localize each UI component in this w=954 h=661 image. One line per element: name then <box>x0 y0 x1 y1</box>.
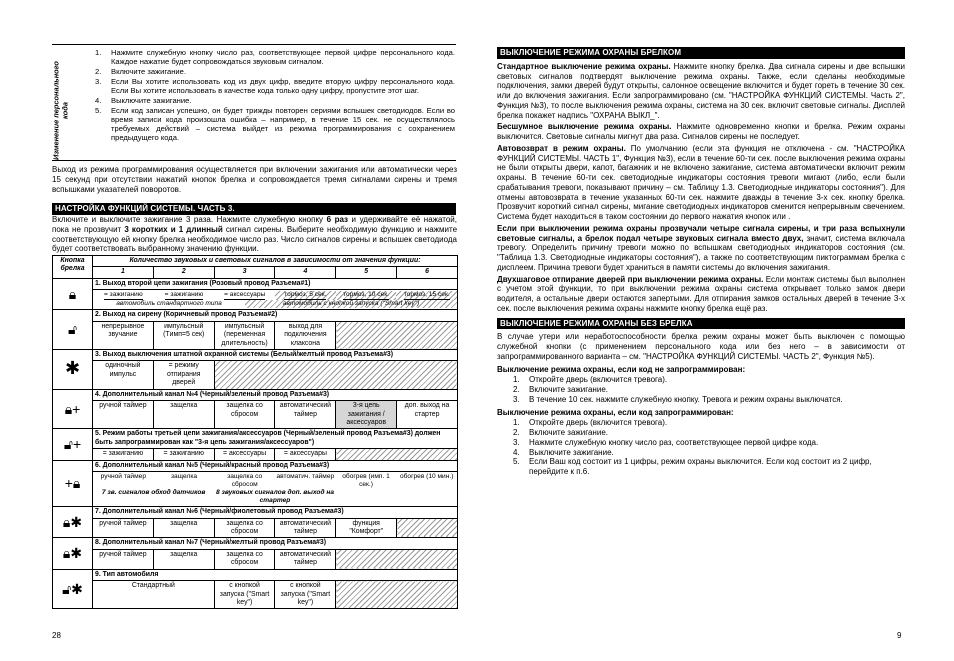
para-alarm-memory: Если при выключении режима охраны прозвучали четыре сигнала сирены, и три раза вспыхнули световые сигналы, а брелок подал четыре звуковых сигнала вместо двух, значит, система включала тревогу. Определить причину тревоги можно по вспышкам светодиодных индикаторов состояния (см. "Таблица 1.3. Светодиодные индикаторы состояния"), а также по соответствующим пиктограммам брелка с дисплеем. Причина тревоги будет храниться в памяти системы до включения зажигания. <box>497 223 905 272</box>
table-row: +🔒︎ 6. Дополнительный канал №5 (Черный/красный провод Разъема#3) <box>53 460 458 471</box>
table-row: = зажиганию = зажиганию = аксессуары тормоз, 5 сек. тормоз, 10 сек. тормоз, 15 сек. автомобиль стандартного типа автомобиль с кнопкой запуска ("Smart key") <box>53 290 458 310</box>
lock-asterisk-icon: 🔒︎✱ <box>53 538 93 569</box>
list-item: 1. Нажмите служебную кнопку число раз, соответствующее первой цифре персонального кода. Каждое нажатие будет сопровождаться звуковым сигналом. <box>95 48 455 67</box>
table-row: = зажиганию = зажиганию = аксессуары = аксессуары <box>53 449 458 460</box>
para-standard-disarm: Стандартное выключение режима охраны. Нажмите кнопку брелка. Два сигнала сирены и две вспышки световых сигналов подтвердят выключение режима охраны. Также, если сделаны необходимые подключения, замки дверей будут открыты, салонное освещение включится и будет гореть в течение 30 сек. или до включения зажигания. Если запрограммировано (см. "НАСТРОЙКА ФУНКЦИЙ СИСТЕМЫ. Часть 2", Функция №3), то после выключения режима охраны, система на 30 сек. включит световые сигналы. Дисплей брелка покажет надпись "ОХРАНА ВЫКЛ_". <box>497 61 906 120</box>
table-row: 🔓︎ 2. Выход на сирену (Коричневый провод Разъема#2) <box>53 310 458 321</box>
para-no-fob: В случае утери или неработоспособности брелка режим охраны может быть выключен с помощью служебной кнопки (с применением персонального кода или без него – в зависимости от запрограммированного варианта – см. "НАСТРОЙКА ФУНКЦИЙ СИСТЕМЫ. ЧАСТЬ 2", Функция №5). <box>497 332 905 361</box>
list-item: 3. В течение 10 сек. нажмите служебную кнопку. Тревога и режим охраны выключатся. <box>513 394 843 404</box>
list-item: 5. Если код записан успешно, он будет трижды повторен сериями вспышек светодиодов. Если во время записи кода произошла ошибка – например, в течение 15 сек. не осуществлялось требуемых действий – система выйдет из режима программирования с сохранением предыдущего кода. <box>95 105 455 143</box>
col-num: 4 <box>275 267 336 278</box>
list-item: 2. Включите зажигание. <box>513 428 608 437</box>
table-row: 🔒︎+ 4. Дополнительный канал №4 (Черный/зеленый провод Разъема#3) <box>53 389 458 400</box>
table-row: ручной таймер защелка защелка со сбросом автоматический таймер функция "Комфорт" <box>53 518 458 538</box>
code-change-steps <box>95 48 455 143</box>
list-item: 4. Выключите зажигание. <box>95 95 192 105</box>
list-item: 2. Включите зажигание. <box>95 67 186 76</box>
col-num: 1 <box>93 267 154 278</box>
list-item: 4. Выключите зажигание. <box>513 447 614 457</box>
list-item: 2. Включите зажигание. <box>513 385 608 394</box>
asterisk-icon: ✱ <box>53 350 93 390</box>
table-row: 🔒︎ 1. Выход второй цепи зажигания (Розовый провод Разъема#1) <box>53 278 458 289</box>
page-number-right: 9 <box>897 631 902 640</box>
table-row: Стандартный с кнопкой запуска ("Smart key") с кнопкой запуска ("Smart key") <box>53 581 458 609</box>
page-number-left: 28 <box>52 631 61 640</box>
exit-paragraph: Выход из режима программирования осуществляется при включении зажигания или автоматически через 15 секунд при отсутствии нажатий кнопок брелка и сопровождается тремя сигналами сирены и тремя вспышками указателей поворотов. <box>52 165 457 194</box>
para-auto-rearm: Автовозврат в режим охраны. По умолчанию (если эта функция не отключена - см. "НАСТРОЙКА ФУНКЦИЙ СИСТЕМЫ. ЧАСТЬ 1", Функция №3), если в течение 60-ти сек. после выключения режима охраны не были открыты двери, капот, багажник и не включено зажигание, система автоматически включит режим охраны. В течение 60-ти сек. светодиодные индикаторы состояния тревоги мигают (либо, если были срабатывания тревоги, показывают причину – см. Таблицу 1.3. Светодиодные индикаторы состояния"). Для отмены автовозврата в течение указанных 60-ти сек. нажмите дважды в течение 3-х сек. кнопку брелка. Прозвучит короткий сигнал сирены, мигание светодиодных индикаторов сменится непрерывным свечением. Система будет находиться в таком состоянии до первого нажатия кнопок или . <box>497 143 906 221</box>
divider <box>52 44 456 45</box>
list-with-code <box>513 418 905 477</box>
list-item: 3. Нажмите служебную кнопку число раз, соответствующее первой цифре кода. <box>513 437 819 447</box>
table-row: 🔒︎✱ 7. Дополнительный канал №6 (Черный/фиолетовый провод Разъема#3) <box>53 507 458 518</box>
settings-heading: НАСТРОЙКА ФУНКЦИЙ СИСТЕМЫ. ЧАСТЬ 3. <box>52 203 456 215</box>
subheading-with-code: Выключение режима охраны, если код запрограммирован: <box>497 407 734 417</box>
table-row: ✱ 3. Выход выключения штатной охранной системы (Белый/желтый провод Разъема#3) <box>53 350 458 361</box>
unlock-asterisk-icon: 🔓︎✱ <box>53 569 93 609</box>
heading-disarm-no-fob: ВЫКЛЮЧЕНИЕ РЕЖИМА ОХРАНЫ БЕЗ БРЕЛКА <box>497 318 905 330</box>
lock-closed-icon: 🔒︎ <box>53 278 93 309</box>
list-item: 1. Откройте дверь (включится тревога). <box>513 375 668 385</box>
col-button-header: Кнопка брелка <box>53 256 93 279</box>
col-num: 3 <box>214 267 275 278</box>
lock-trunk-icon: 🔒︎+ <box>53 389 93 429</box>
table-row: ручной таймер защелка защелка со сбросом автоматический таймер <box>53 549 458 569</box>
col-num: 2 <box>153 267 214 278</box>
unlock-plus-icon: 🔓︎+ <box>53 429 93 460</box>
table-row: 🔓︎✱ 9. Тип автомобиля <box>53 569 458 580</box>
list-item: 1. Откройте дверь (включится тревога). <box>513 418 668 428</box>
col-num: 6 <box>397 267 458 278</box>
side-label <box>48 62 72 168</box>
table-row: одиночный импульс = режиму отпирания дверей <box>53 361 458 389</box>
table-row: 🔓︎+ 5. Режим работы третьей цепи зажигания/аксессуаров (Черный/зеленый провод Разъема#3) должен быть запрограммирован как "3-я цепь зажигания/аксессуаров") <box>53 429 458 449</box>
subheading-no-code: Выключение режима охраны, если код не запрограммирован: <box>497 364 746 374</box>
table-row: непрерывное звучание импульсный (Tимп=5 сек) импульсный (переменная длительность) выход для подключения клаксона <box>53 321 458 349</box>
lock-open-icon: 🔓︎ <box>53 310 93 350</box>
list-item: 5. Если Ваш код состоит из 1 цифры, режим охраны выключится. Если код состоит из 2 цифр, перейдите к п.6. <box>513 457 872 476</box>
para-two-step: Двухшаговое отпирание дверей при выключении режима охраны. Если монтаж системы был выполнен с учетом этой функции, то при выключении режима охраны система открывает только замок двери водителя, а остальные двери остаются запертыми. Для отпирания замков остальных дверей в течение 3-х сек. после выключения режима охраны нажмите кнопку брелка ещё раз. <box>497 274 905 313</box>
divider <box>52 160 456 161</box>
list-no-code <box>513 375 905 404</box>
side-label-text: Изменение персонального кода <box>51 61 69 160</box>
list-item: 3. Если Вы хотите использовать код из двух цифр, введите вторую цифру персонального кода. Если Вы хотите использовать в качестве кода только одну цифру, пропустите этот шаг. <box>95 76 455 95</box>
trunk-asterisk-icon: 🔒︎✱ <box>53 507 93 538</box>
table-row: ручной таймер защелка защелка со сбросом автоматический таймер 3-я цепь зажигания /аксессуаров доп. выход на стартер <box>53 401 458 429</box>
col-num: 5 <box>336 267 397 278</box>
right-page <box>497 47 905 477</box>
functions-table <box>52 255 458 609</box>
heading-disarm-fob: ВЫКЛЮЧЕНИЕ РЕЖИМА ОХРАНЫ БРЕЛКОМ <box>497 47 905 59</box>
table-row: 🔒︎✱ 8. Дополнительный канал №7 (Черный/желтый провод Разъема#3) <box>53 538 458 549</box>
plus-icon: +🔒︎ <box>53 460 93 507</box>
table-row: ручной таймер защелка защелка со сбросом автоматич. таймер обогрев (имп. 1 сек.) обогрев (10 мин.) 7 зв. сигналов обход датчиков 8 звуковых сигналов доп. выход на стартер <box>53 472 458 507</box>
settings-intro: Включите и выключите зажигание 3 раза. Нажмите служебную кнопку 6 раз и удерживайте её нажатой, пока не прозвучит 3 коротких и 1 длинный сигнал сирены. Выберите необходимую функцию и нажмите соответствующую ей кнопку брелка необходимое число раз. Число сигналов сирены и вспышек светодиода будет соответствовать выбранному значению функции. <box>52 215 458 254</box>
para-silent-disarm: Бесшумное выключение режима охраны. Нажмите одновременно кнопки и брелка. Режим охраны выключится. Световые сигналы мигнут два раза. Сигналов сирены не последует. <box>497 122 905 141</box>
col-values-header: Количество звуковых и световых сигналов в зависимости от значения функции: <box>93 256 458 267</box>
